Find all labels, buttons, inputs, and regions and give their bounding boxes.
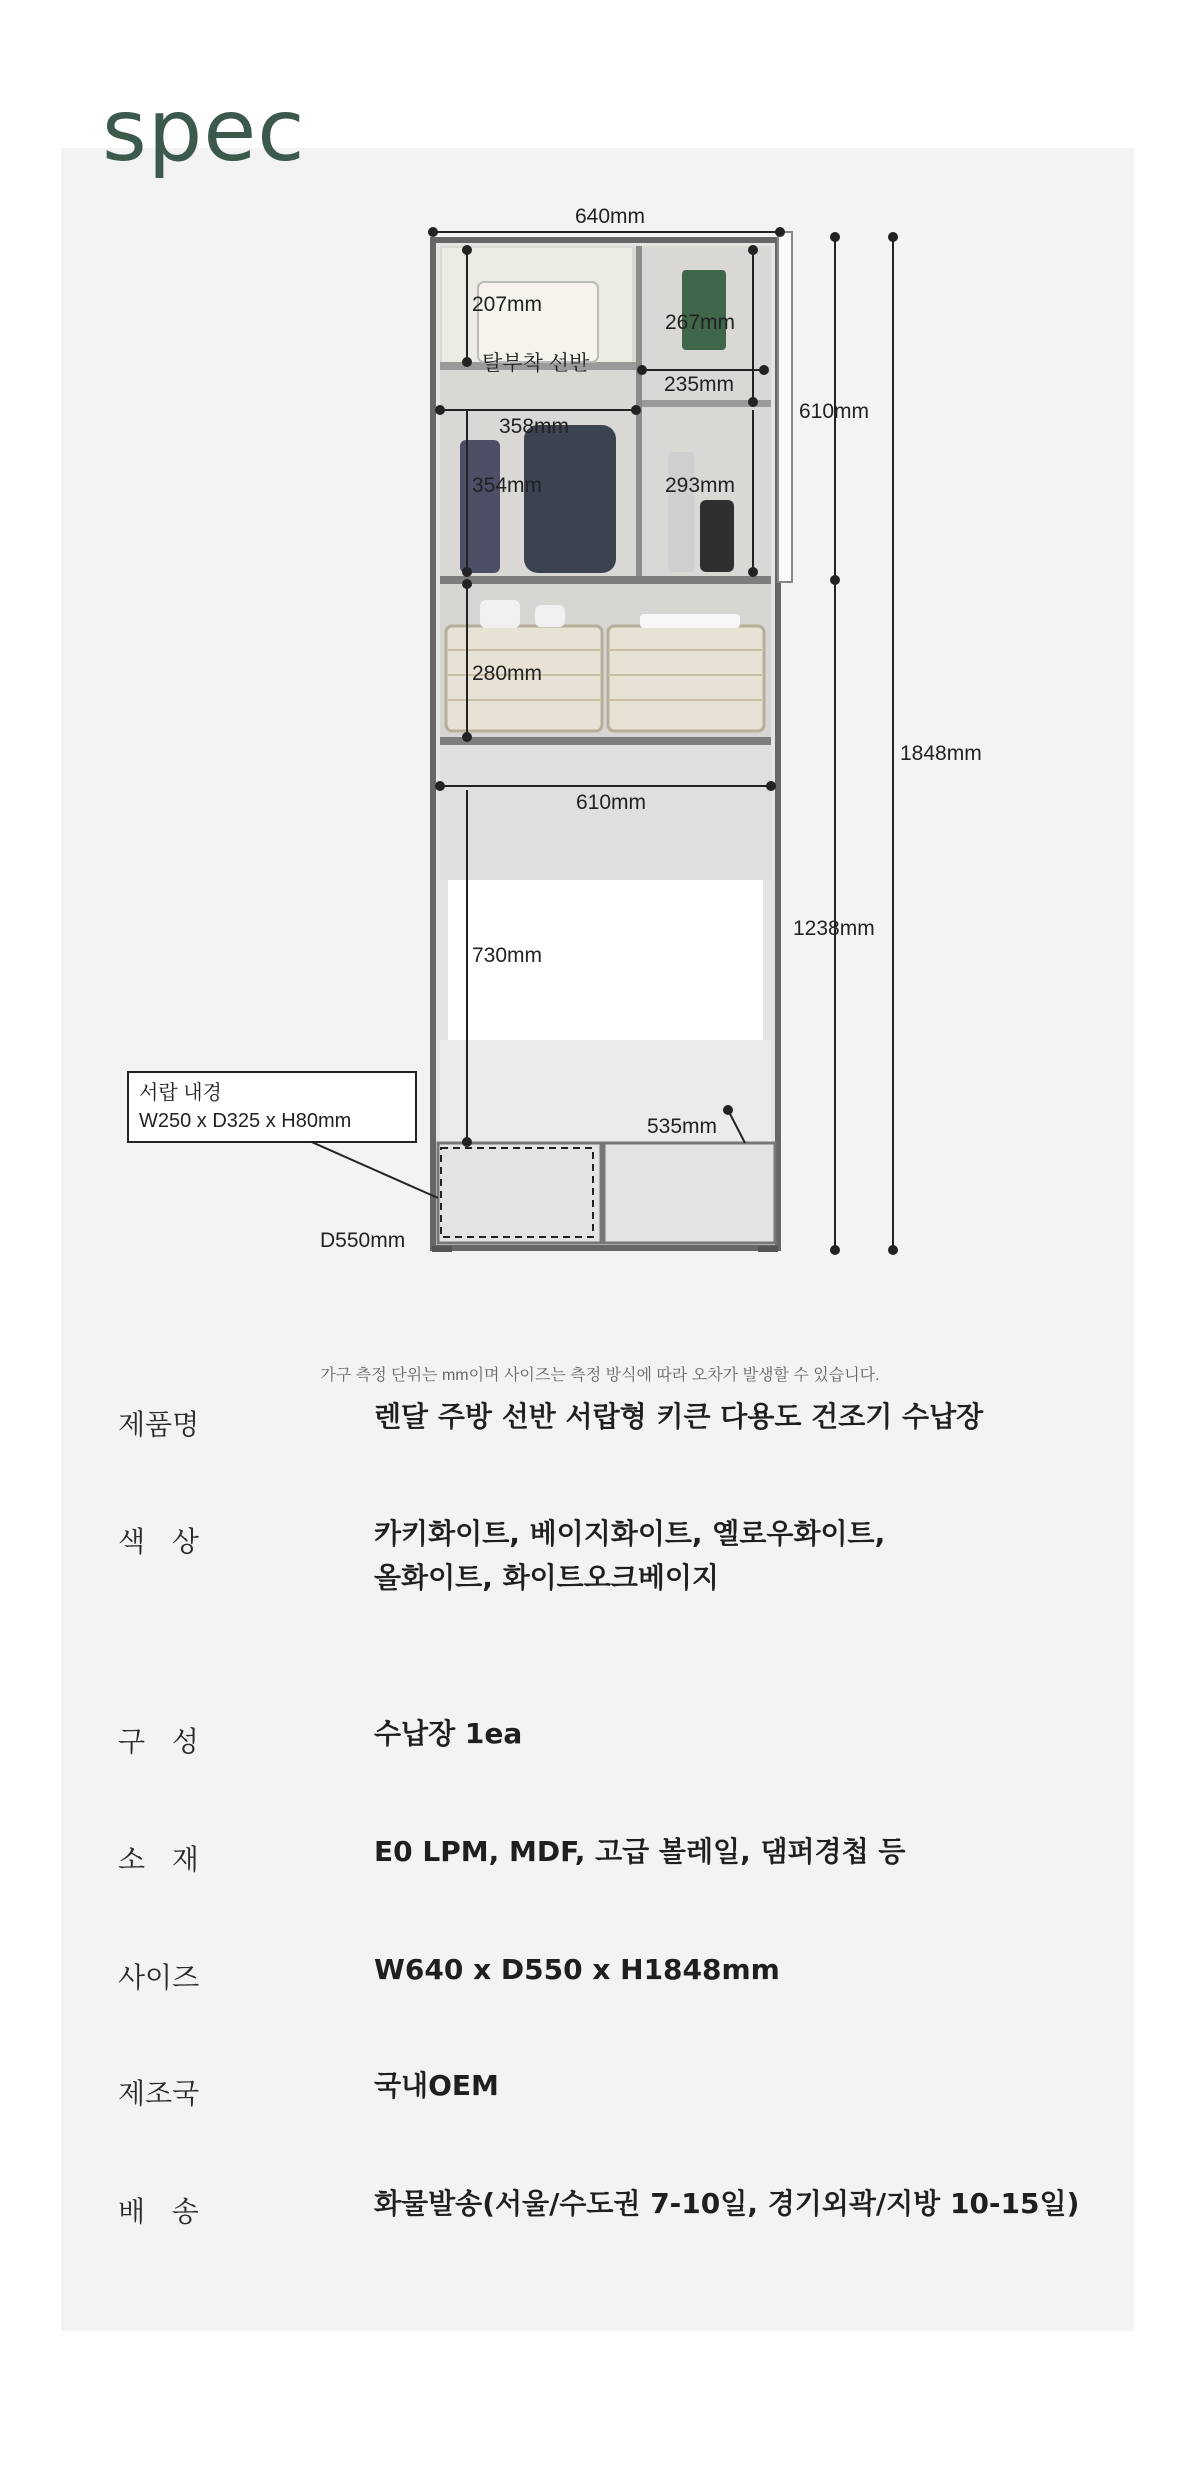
dim-535: 535mm bbox=[647, 1115, 718, 1138]
spec-label: 소 재 bbox=[118, 1843, 199, 1876]
spec-value: 수납장 1ea bbox=[374, 1717, 523, 1750]
dim-height-1238: 1238mm bbox=[793, 917, 875, 940]
page-title: spec bbox=[102, 81, 306, 181]
dim-610-upper: 610mm bbox=[799, 400, 870, 423]
callout-dimensions: W250 x D325 x H80mm bbox=[139, 1110, 352, 1132]
callout-title: 서랍 내경 bbox=[139, 1082, 222, 1104]
dim-height-1848: 1848mm bbox=[900, 742, 982, 765]
dim-280: 280mm bbox=[472, 662, 543, 685]
spec-label: 색 상 bbox=[118, 1525, 199, 1558]
detachable-shelf-label: 탈부착 선반 bbox=[482, 352, 590, 375]
dim-235: 235mm bbox=[664, 373, 735, 396]
spec-label: 제품명 bbox=[118, 1408, 200, 1441]
spec-label: 제조국 bbox=[118, 2077, 200, 2110]
dim-354: 354mm bbox=[472, 474, 543, 497]
dim-267: 267mm bbox=[665, 311, 736, 334]
basket-right bbox=[608, 626, 764, 731]
dim-207: 207mm bbox=[472, 293, 543, 316]
dim-610-mid: 610mm bbox=[576, 791, 647, 814]
spec-value: W640 x D550 x H1848mm bbox=[374, 1953, 780, 1986]
dim-730: 730mm bbox=[472, 944, 543, 967]
dim-293: 293mm bbox=[665, 474, 736, 497]
spec-label: 배 송 bbox=[118, 2195, 199, 2228]
dim-358: 358mm bbox=[499, 415, 570, 438]
dim-depth-550: D550mm bbox=[320, 1229, 406, 1252]
spec-value: 화물발송(서울/수도권 7-10일, 경기외곽/지방 10-15일) bbox=[374, 2187, 1080, 2220]
measurement-note: 가구 측정 단위는 mm이며 사이즈는 측정 방식에 따라 오차가 발생할 수 있습니다. bbox=[320, 1367, 880, 1384]
drawer-left bbox=[438, 1143, 601, 1243]
spec-value: E0 LPM, MDF, 고급 볼레일, 댐퍼경첩 등 bbox=[374, 1835, 906, 1868]
dim-width-640: 640mm bbox=[575, 205, 646, 228]
drawer-right bbox=[604, 1143, 775, 1243]
spec-value: 렌달 주방 선반 서랍형 키큰 다용도 건조기 수납장 bbox=[374, 1400, 984, 1433]
drawer-inner-callout bbox=[127, 1071, 417, 1143]
spec-value: 카키화이트, 베이지화이트, 옐로우화이트, 올화이트, 화이트오크베이지 bbox=[374, 1517, 886, 1594]
spec-label: 사이즈 bbox=[118, 1961, 200, 1994]
detergent-bottle bbox=[524, 425, 616, 573]
lower-shelf bbox=[440, 737, 771, 745]
spec-label: 구 성 bbox=[118, 1725, 199, 1758]
spec-value: 국내OEM bbox=[374, 2069, 499, 2102]
middle-shelf bbox=[440, 576, 771, 584]
cabinet-door bbox=[778, 232, 792, 582]
